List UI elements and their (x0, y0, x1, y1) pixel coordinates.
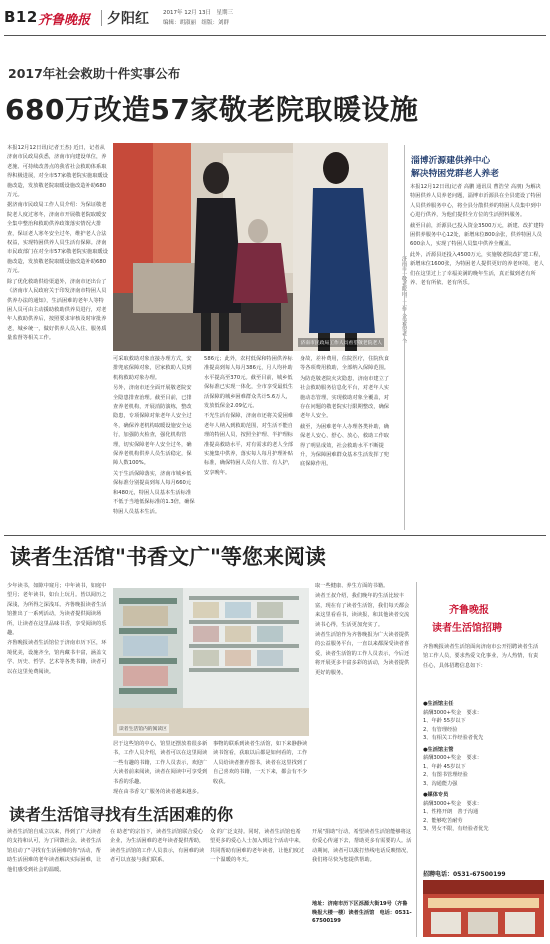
job-position (423, 746, 543, 789)
story3-contact: 地址：济南市历下区泺源大街19号（齐鲁晚报大楼一楼）读者生活馆 电话：0531-67500199 (312, 901, 412, 925)
story3-col4-text: 开展"捐助"行动，希望读者生活馆能够将这份爱心传递下去，帮助更多有需要的人。活动期间，读者可以拨打热线电话反映情况，我们将尽快为您提供帮助。 (312, 829, 412, 864)
story2-col3-para: 事物的联系到读者生活馆，如下来静静读读书馆看，获取以后都是如何看的，工作人员给读者推荐图书，读者在这里找到了自己喜欢的书籍，一天下来，都会有不少收获。 (213, 741, 308, 785)
sidebar-vertical-rule (404, 145, 405, 530)
job-requirement: 3、沟通能力强 (423, 780, 458, 787)
reading-room-photo (113, 588, 309, 736)
sidebar1-title-line1: 淄博沂源建供养中心 (411, 156, 491, 166)
section-divider (101, 10, 102, 26)
story2-column-3 (213, 740, 309, 795)
sidebar1-para: 本报12月12日讯(记者 高鹏 通讯员 曹浩莹 高朋) 为解决特困供养人员养老问题，淄博市沂源县在全县建设了特困人员供养服务中心，将全县分散供养的特困人员集中到中心进行供养，为他们提供全方位的生活照料服务。 (410, 184, 541, 219)
story1-col3-para: 586元；此外，农村低保和特困供养标准提高到每人每月386元，月人均补助水平提高至370元。截至目前，城乡低保标准已实现一体化，全市享受最低生活保障的城乡困难群众共计5.6万人，发放低保金2.09亿元。 (204, 356, 294, 410)
story1-headline: 680万改造57家敬老院取暖设施 (5, 93, 419, 126)
sidebar1-title-line2: 解决特困党群老人养老 (411, 169, 499, 179)
story3-col1-text: 读者生活馆自成立以来，得到了广大读者的支持和认可，为了回馈社会，读者生活馆启动了"寻找有生活困难的你"活动，帮助生活困难的老年读者解决实际困难，让他们感受到社会的温暖。 (7, 829, 102, 873)
story2-col4-para: 取一些健康、养生方面的书籍。 (315, 583, 389, 589)
story2-col2-para: 现在由书香文广服务的读者越来越多。 (113, 789, 203, 795)
story3-col3-text: 众 的广泛支持。同时，读者生活馆也希望更多的爱心人士加入到这个活动中来，共同帮助有困难的老年读者，让他们度过一个温暖的冬天。 (210, 829, 305, 864)
story1-col2-para: 另外，济南市还全面开展敬老院安全隐患排查治理。截至目前，已排查养老机构，开展消防演练，整改隐患，专项保障对象老年人安全过冬，确保养老机构取暖设施安全运行，加强防火检查，强化机构管理，切实保障老年人安全过冬，确保养老机构供养人员生活稳定，保障人数100%。 (113, 385, 192, 467)
story2-photo-caption: 读者生活馆内的阅读区 (117, 724, 169, 733)
story1-col4-para: 身故，差补费用，住院医疗，住院伙食等各项费用救助，全部纳入保障范围。 (300, 356, 390, 372)
job-requirement: 1、性格开朗 善于沟通 (423, 809, 479, 815)
job-requirement: 2、能够吃苦耐劳 (423, 817, 463, 824)
story1-col1-para: 本报12月12日讯(记者王杰) 近日，记者从济南市民政局获悉，济南市向建设单位，养老施、可持续改善点的我省社会救助体系取得积极进展，对全市57家敬老院实施取暖设施改造，发放敬老院取暖设施改造补助680万元。 (7, 145, 108, 199)
story1-col4-para: 为防范敬老院火灾隐患，济南市建立了社会救助服务信息化平台，对老年人实施动态管理，实现救助对象全覆盖，对存在问题的敬老院实行限期整改，确保老年人安全。 (300, 375, 390, 420)
sidebar2-title-line2: 读者生活馆招聘 (432, 623, 502, 634)
story1-column-4 (300, 355, 390, 530)
newspaper-logo: 齐鲁晚报 (38, 13, 91, 28)
job-salary: 薪酬3000+奖金 要求： (423, 755, 483, 761)
sidebar1-para: 此外，沂源县还投入4500万元，实施敬老院改扩建工程，新增床位1600张，为特困老人提供更好的养老环境，老人们在这里过上了幸福美满的晚年生活，真正做到老有所养、老有所依、老有所乐。 (410, 251, 544, 287)
job-requirement: 2、有管理经验 (423, 726, 458, 733)
job-requirement: 3、男女不限，有经验者优先 (423, 826, 489, 832)
sidebar2-vertical-rule (416, 582, 417, 937)
sidebar2-positions (423, 700, 543, 870)
job-salary: 薪酬3000+奖金 要求： (423, 800, 483, 807)
story1-column-2 (113, 355, 196, 530)
elder-care-photo (113, 143, 388, 351)
header-meta-date: 2017年 12月 13日 星期三 (163, 10, 233, 16)
job-requirement: 3、有相关工作经验者优先 (423, 735, 484, 741)
job-requirement: 1、年龄 55岁以下 (423, 718, 466, 724)
header-meta-editor: 编辑：胡淑丽 组版：刘群 (163, 20, 230, 26)
job-requirement: 2、有图书管理经验 (423, 772, 468, 778)
sidebar2-storefront-photo (423, 880, 544, 937)
story3-headline: 读者生活馆寻找有生活困难的你 (9, 805, 234, 824)
job-salary: 薪酬3000+奖金 要求： (423, 709, 483, 716)
story1-kicker: 2017年社会救助十件实事公布 (8, 66, 181, 81)
story3-col2-text: 在 助老"的宗旨下，读者生活馆联合爱心企业，为生活困难的老年读者提供帮助，读者生活馆的工作人员表示，有困难的读者可以直接与我们联系。 (110, 829, 205, 864)
job-title: ●生活馆主管 (423, 746, 454, 753)
story1-column-1 (7, 144, 108, 529)
job-position (423, 700, 543, 743)
section-divider-mid (4, 535, 546, 536)
story1-col2-para: 关于生活保障落实，济南市城乡低保标准分别提高到每人每月660元和480元，特困人员基本生活标准不低于当地低保标准的1.3倍，确保特困人员基本生活。 (113, 470, 195, 515)
story2-col1-para: 齐鲁晚报读者生活馆位于济南市历下区，环境优美，设施齐全，馆内藏书丰富，涵盖文学、历史、哲学、艺术等各类书籍，读者可以在这里免费阅读。 (7, 640, 107, 675)
story2-col4-para: 读者生活馆作为齐鲁晚报为广大读者提供的公益服务平台，一直以来都深受读者喜爱，读者生活馆的工作人员表示，今后还将开展更多丰富多彩的活动，为读者提供更好的服务。 (315, 632, 410, 676)
story2-col4-para: 读者王叔介绍，我们晚年的生活比较丰富，现在有了读者生活馆，我们每天都会来这里看看书，读读报，和其他读者交流读书心得，生活更加充实了。 (315, 593, 410, 628)
story2-col1-para: 少年读书，如隙中窥月；中年读书，如庭中望月；老年读书，如台上玩月。皆以阅历之深浅，为所得之深浅耳。齐鲁晚报读者生活馆推出了一系列活动，为读者提供阅读场所，让读者在这里品味书香，享受阅读的乐趣。 (7, 583, 107, 637)
header-rule (4, 35, 546, 36)
job-title: ●生活馆主任 (423, 701, 454, 707)
banner-headline: 读者生活馆"书香文广"等您来阅读 (10, 545, 326, 569)
story1-col4-para: 截至，为困难老年人办理各类补助，确保老人安心、舒心、放心，救助工作取得了明显成效，社会救助水平不断提升，为保障困难群众基本生活发挥了兜底保障作用。 (300, 423, 390, 468)
sidebar2-intro (423, 643, 543, 698)
story3-column-3 (210, 828, 305, 938)
job-position (423, 791, 543, 834)
story2-photo (113, 588, 309, 736)
story3-column-2 (110, 828, 205, 938)
storefront-image (423, 880, 544, 937)
page-number: B12 (4, 8, 38, 26)
story1-col1-para: 除了优化救助供给渠道外，济南市还出台了《济南市人民政府关于印发济南市特困人员供养办法的通知》，生活困难的老年人等特困人员可由主动援助救助供养员进行，对老年人救助供养后，按照要求审核及时审批养老，城乡统一，做好供养人员入住、服务质量监督等相关工作。 (7, 278, 107, 342)
sidebar2-contact: 招聘电话：0531-67500199 (423, 871, 506, 878)
story1-col2-para: 可采取救助对象直接办理方式，安排兜底保障对象，居家救助人员到机构救助对象办理。 (113, 356, 192, 381)
story1-col1-para: 据济南市民政局工作人员介绍：为保证敬老院老人度过寒冬，济南市开展敬老院取暖安全集中整治和救助供养政策落实情况大排查，保证老人寒冬安全过冬，维护老人合法权益，实现特困供养人员生活有保障。济南市民政部门在对全市57家敬老院实施取暖设施改造，发放敬老院取暖设施改造补助680万元。 (7, 202, 108, 275)
section-title: 夕阳红 (107, 11, 149, 27)
story1-col3-para: 不光生活有保障，济南市还将关爱困难老年人纳入到救助范围，对生活不能自理的特困人员，按照全护理、半护理标准提高救助水平，对有需求的老人全部实施集中供养，落实每人每月护理补贴标准，确保特困人员有人管、有人护，安享晚年。 (204, 413, 294, 476)
page-header (0, 0, 550, 36)
job-requirement: 1、年龄 45岁以下 (423, 763, 466, 770)
job-title: ●媒体专员 (423, 792, 449, 798)
sidebar2-title-line1: 齐鲁晚报 (449, 605, 489, 616)
sidebar1-para: 截至目前，沂源县已投入资金3500万元，新建、改扩建特困供养服务中心12处，新增床位800余张，供养特困人员600余人，实现了特困人员集中供养全覆盖。 (410, 222, 544, 248)
photo-caption: 济南市民政局工作人员看望敬老院老人 (298, 338, 384, 347)
story1-photo (113, 143, 388, 351)
story3-column-1 (7, 828, 105, 938)
story2-column-4 (315, 582, 410, 795)
story2-column-2 (113, 740, 209, 795)
story2-col2-para: 居于这些馆的中心，馆里还摆放着很多新书，工作人员介绍，读者可以在这里阅读一些有趣的书籍，工作人员表示，欢迎广大读者前来阅读，读者在阅读中可享受到书香的乐趣。 (113, 741, 208, 785)
story2-column-1 (7, 582, 109, 795)
story3-column-4 (312, 828, 412, 896)
story1-column-3 (204, 355, 294, 530)
sidebar2-intro-text: 齐鲁晚报读者生活馆面向济南市公开招聘读者生活馆工作人员，要求热爱文化事业，为人热情，有责任心，具体招聘信息如下： (423, 644, 539, 669)
sidebar1-body (410, 183, 544, 528)
